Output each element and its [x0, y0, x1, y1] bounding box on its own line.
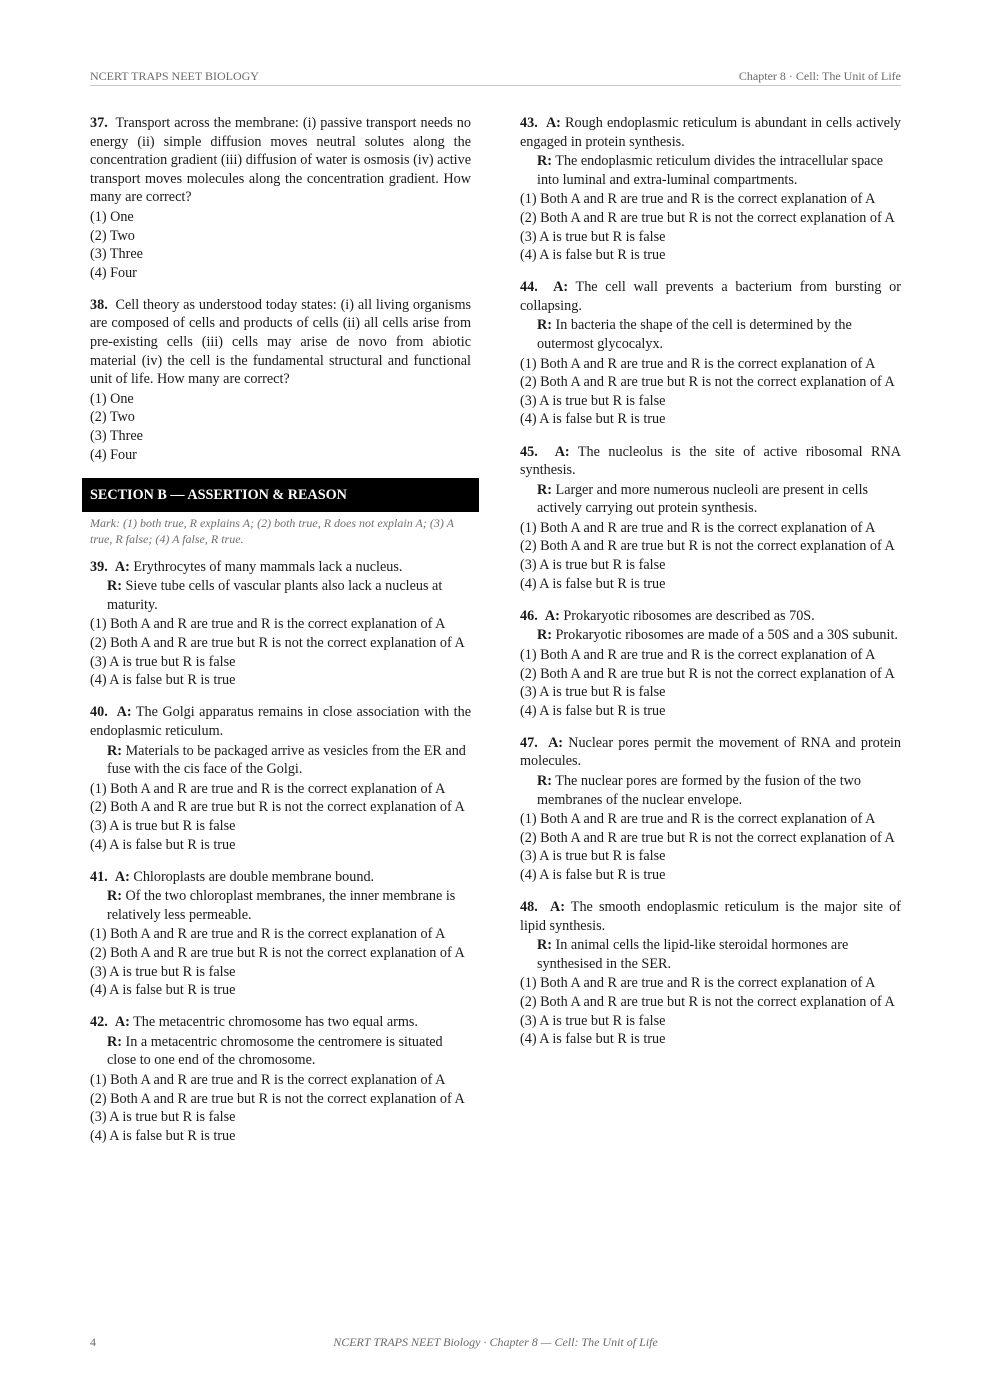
option-2[interactable]: (2) Both A and R are true but R is not the correct explanation of A	[520, 829, 895, 846]
question-39	[90, 558, 471, 690]
assertion-text: Rough endoplasmic reticulum is abundant in cells actively engaged in protein synthesis.	[520, 115, 902, 150]
assertion	[520, 734, 901, 771]
footer-running-title: NCERT TRAPS NEET Biology · Chapter 8 — Cell: The Unit of Life	[333, 1335, 658, 1349]
assertion	[520, 114, 901, 151]
assertion-label: A:	[116, 704, 132, 721]
question-number: 43.	[520, 115, 538, 131]
reason-text: The endoplasmic reticulum divides the intracellular space into luminal and extra-luminal compartments.	[537, 153, 884, 188]
option-list	[520, 355, 901, 429]
question-text: Cell theory as understood today states: (i) all living organisms are composed of cells and products of cells (ii) all cells arise from pre-existing cells (iii) cells may arise de novo from abiotic material (iv) the cell is the fundamental structural and functional unit of life. How many are correct?	[90, 296, 471, 388]
question-number: 39.	[90, 558, 108, 575]
option-2[interactable]: (2) Both A and R are true but R is not the correct explanation of A	[520, 994, 895, 1011]
option-3[interactable]: (3) Three	[90, 246, 143, 263]
reason-label: R:	[537, 153, 552, 170]
question-stem	[90, 114, 471, 207]
question-42	[90, 1013, 471, 1145]
option-2[interactable]: (2) Both A and R are true but R is not the correct explanation of A	[520, 209, 895, 226]
reason	[520, 772, 901, 809]
question-number: 38.	[90, 296, 108, 313]
assertion-text: Nuclear pores permit the movement of RNA and protein molecules.	[520, 734, 902, 770]
assertion-text: The cell wall prevents a bacterium from bursting or collapsing.	[520, 279, 902, 314]
option-list	[520, 646, 901, 720]
assertion	[90, 558, 471, 577]
option-4[interactable]: (4) A is false but R is true	[520, 411, 666, 428]
option-list	[520, 810, 901, 884]
assertion-label: A:	[549, 899, 565, 916]
option-3[interactable]: (3) A is true but R is false	[520, 848, 666, 865]
option-list	[520, 974, 901, 1048]
option-list	[90, 780, 471, 854]
reason-label: R:	[537, 773, 552, 789]
assertion	[520, 607, 901, 626]
option-2[interactable]: (2) Two	[90, 409, 135, 426]
option-1[interactable]: (1) Both A and R are true and R is the correct explanation of A	[90, 616, 446, 633]
reason-text: Of the two chloroplast membranes, the inner membrane is relatively less permeable.	[107, 888, 456, 923]
question-number: 41.	[90, 868, 108, 885]
assertion-label: A:	[114, 558, 130, 575]
reason-text: The nuclear pores are formed by the fusion of the two membranes of the nuclear envelope.	[537, 773, 861, 808]
option-3[interactable]: (3) A is true but R is false	[520, 684, 666, 701]
assertion	[90, 1013, 471, 1032]
option-1[interactable]: (1) Both A and R are true and R is the correct explanation of A	[520, 975, 876, 992]
reason	[90, 577, 471, 614]
assertion	[520, 443, 901, 480]
question-number: 40.	[90, 704, 108, 721]
reason-text: Materials to be packaged arrive as vesicles from the ER and fuse with the cis face of the Golgi.	[107, 742, 466, 778]
assertion	[520, 898, 901, 935]
question-44	[520, 278, 901, 429]
option-1[interactable]: (1) Both A and R are true and R is the correct explanation of A	[520, 811, 876, 828]
option-3[interactable]: (3) A is true but R is false	[520, 557, 666, 574]
header-chapter-title: Chapter 8 · Cell: The Unit of Life	[738, 69, 901, 83]
assertion-text: Prokaryotic ribosomes are described as 70S.	[563, 607, 815, 624]
option-4[interactable]: (4) A is false but R is true	[520, 247, 666, 264]
question-43	[520, 114, 901, 265]
option-3[interactable]: (3) A is true but R is false	[90, 653, 236, 670]
option-4[interactable]: (4) A is false but R is true	[520, 702, 666, 719]
reason-text: Larger and more numerous nucleoli are present in cells actively carrying out protein synthesis.	[537, 481, 869, 517]
option-list	[520, 190, 901, 264]
option-4[interactable]: (4) A is false but R is true	[90, 1127, 236, 1144]
section-b-marking-note: Mark: (1) both true, R explains A; (2) both true, R does not explain A; (3) A true, R false; (4) A false, R true.	[90, 515, 454, 547]
option-list	[90, 208, 471, 282]
question-number: 46.	[520, 607, 538, 624]
option-3[interactable]: (3) A is true but R is false	[520, 392, 666, 409]
option-3[interactable]: (3) A is true but R is false	[520, 228, 666, 245]
question-number: 44.	[520, 279, 538, 296]
option-4[interactable]: (4) A is false but R is true	[520, 575, 666, 592]
option-3[interactable]: (3) A is true but R is false	[520, 1012, 666, 1029]
option-2[interactable]: (2) Both A and R are true but R is not the correct explanation of A	[90, 944, 465, 961]
question-37	[90, 114, 471, 282]
assertion	[90, 868, 471, 887]
option-1[interactable]: (1) Both A and R are true and R is the correct explanation of A	[520, 355, 876, 372]
question-41	[90, 868, 471, 1000]
reason-label: R:	[107, 888, 122, 905]
reason	[90, 887, 471, 924]
question-number: 42.	[90, 1014, 108, 1031]
option-4[interactable]: (4) Four	[90, 264, 137, 281]
option-1[interactable]: (1) Both A and R are true and R is the correct explanation of A	[520, 191, 876, 208]
reason-text: In a metacentric chromosome the centromere is situated close to one end of the chromosome.	[107, 1033, 443, 1069]
option-list	[90, 925, 471, 999]
reason-label: R:	[537, 481, 552, 498]
assertion-label: A:	[114, 1014, 130, 1031]
reason-text: Prokaryotic ribosomes are made of a 50S and a 30S subunit.	[555, 627, 898, 644]
left-column	[90, 114, 471, 1159]
option-list	[90, 1071, 471, 1145]
header-book-title: NCERT TRAPS NEET BIOLOGY	[90, 69, 259, 83]
option-1[interactable]: (1) One	[90, 208, 134, 225]
option-4[interactable]: (4) A is false but R is true	[520, 866, 666, 883]
reason	[520, 626, 901, 645]
question-45	[520, 443, 901, 594]
reason-text: Sieve tube cells of vascular plants also lack a nucleus at maturity.	[107, 578, 443, 613]
option-4[interactable]: (4) Four	[90, 446, 137, 463]
reason-label: R:	[107, 578, 122, 595]
option-list	[90, 615, 471, 689]
assertion-text: The nucleolus is the site of active ribosomal RNA synthesis.	[520, 443, 901, 479]
option-2[interactable]: (2) Both A and R are true but R is not the correct explanation of A	[520, 665, 895, 682]
question-number: 47.	[520, 734, 538, 751]
option-2[interactable]: (2) Both A and R are true but R is not the correct explanation of A	[90, 1090, 465, 1107]
option-4[interactable]: (4) A is false but R is true	[90, 836, 236, 853]
option-4[interactable]: (4) A is false but R is true	[90, 982, 236, 999]
right-column	[520, 114, 901, 1062]
question-number: 37.	[90, 115, 108, 131]
reason-label: R:	[537, 317, 552, 334]
reason	[520, 152, 901, 189]
assertion-label: A:	[114, 868, 130, 885]
option-3[interactable]: (3) A is true but R is false	[90, 817, 236, 834]
question-48	[520, 898, 901, 1049]
option-2[interactable]: (2) Two	[90, 227, 135, 244]
option-2[interactable]: (2) Both A and R are true but R is not the correct explanation of A	[90, 635, 465, 652]
assertion-text: The smooth endoplasmic reticulum is the major site of lipid synthesis.	[520, 899, 901, 934]
option-4[interactable]: (4) A is false but R is true	[520, 1031, 666, 1048]
option-1[interactable]: (1) Both A and R are true and R is the correct explanation of A	[520, 519, 876, 536]
assertion-label: A:	[544, 607, 560, 624]
question-stem	[90, 296, 471, 389]
question-47	[520, 734, 901, 885]
option-1[interactable]: (1) Both A and R are true and R is the correct explanation of A	[90, 926, 446, 943]
option-1[interactable]: (1) Both A and R are true and R is the correct explanation of A	[90, 1072, 446, 1089]
assertion-text: Erythrocytes of many mammals lack a nucleus.	[133, 558, 403, 575]
option-1[interactable]: (1) Both A and R are true and R is the correct explanation of A	[520, 646, 876, 663]
reason-label: R:	[107, 1033, 122, 1050]
option-list	[520, 519, 901, 593]
question-text: Transport across the membrane: (i) passive transport needs no energy (ii) simple diffusion moves neutral solutes along the concentration gradient (iii) diffusion of water is osmosis (iv) active transport moves molecules along the concentration gradient. How many are correct?	[90, 115, 471, 206]
question-number: 45.	[520, 443, 538, 460]
option-3[interactable]: (3) A is true but R is false	[90, 963, 236, 980]
assertion-label: A:	[553, 279, 569, 296]
reason-text: In animal cells the lipid-like steroidal hormones are synthesised in the SER.	[537, 937, 849, 972]
option-3[interactable]: (3) A is true but R is false	[90, 1109, 236, 1126]
reason-label: R:	[107, 742, 122, 759]
assertion-text: Chloroplasts are double membrane bound.	[133, 868, 375, 885]
assertion-text: The metacentric chromosome has two equal arms.	[133, 1014, 418, 1031]
page-number: 4	[90, 1335, 96, 1349]
assertion-label: A:	[548, 734, 564, 751]
question-number: 48.	[520, 899, 538, 916]
question-40	[90, 703, 471, 854]
assertion-label: A:	[554, 443, 570, 460]
option-3[interactable]: (3) Three	[90, 428, 143, 444]
assertion	[90, 703, 471, 740]
reason	[90, 742, 471, 779]
question-46	[520, 607, 901, 721]
reason	[520, 481, 901, 518]
assertion	[520, 278, 901, 315]
option-1[interactable]: (1) One	[90, 390, 134, 407]
assertion-label: A:	[545, 115, 561, 131]
option-4[interactable]: (4) A is false but R is true	[90, 672, 236, 689]
page-header	[90, 66, 901, 86]
option-1[interactable]: (1) Both A and R are true and R is the correct explanation of A	[90, 780, 446, 797]
assertion-text: The Golgi apparatus remains in close association with the endoplasmic reticulum.	[90, 704, 472, 739]
option-2[interactable]: (2) Both A and R are true but R is not the correct explanation of A	[520, 538, 895, 555]
reason	[90, 1033, 471, 1070]
reason	[520, 316, 901, 353]
reason-label: R:	[537, 937, 552, 954]
question-38	[90, 296, 471, 464]
reason-text: In bacteria the shape of the cell is determined by the outermost glycocalyx.	[537, 317, 852, 353]
section-b-title: SECTION B — ASSERTION & REASON	[82, 478, 479, 512]
option-list	[90, 390, 471, 464]
reason	[520, 936, 901, 973]
option-2[interactable]: (2) Both A and R are true but R is not the correct explanation of A	[90, 799, 465, 816]
option-2[interactable]: (2) Both A and R are true but R is not the correct explanation of A	[520, 374, 895, 391]
reason-label: R:	[537, 627, 552, 644]
